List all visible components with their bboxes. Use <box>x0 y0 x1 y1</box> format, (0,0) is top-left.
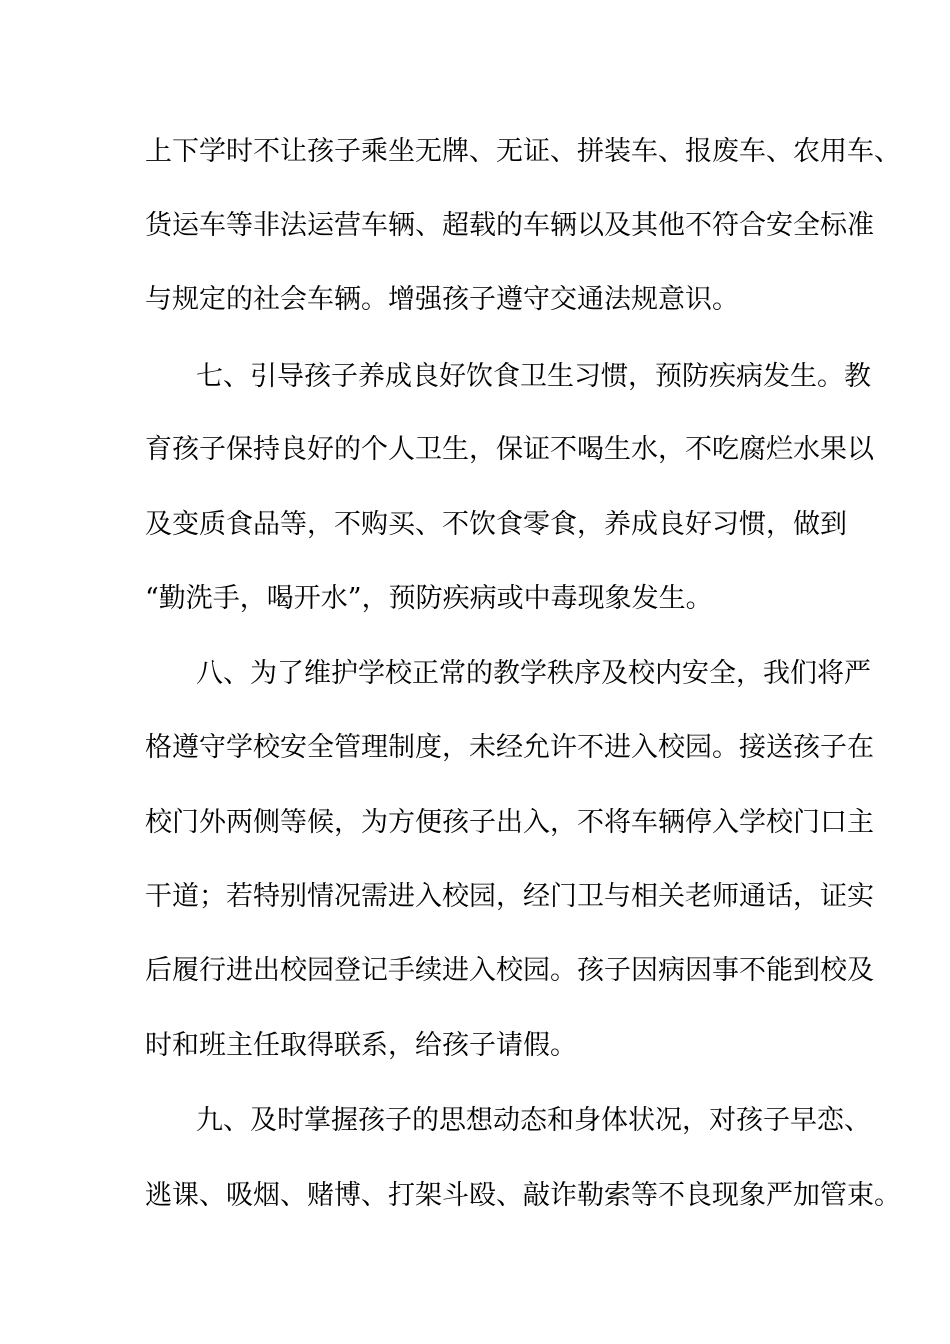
text-line: 货运车等非法运营车辆、超载的车辆以及其他不符合安全标准 <box>145 210 874 241</box>
paragraph-9-first-line: 九、及时掌握孩子的思想动态和身体状况，对孩子早恋、 <box>196 1105 871 1136</box>
text-line: 校门外两侧等候，为方便孩子出入，不将车辆停入学校门口主 <box>145 807 874 838</box>
text-line: 格遵守学校安全管理制度，未经允许不进入校园。接送孩子在 <box>145 732 874 763</box>
text-line: “勤洗手，喝开水”，预防疾病或中毒现象发生。 <box>145 583 713 614</box>
text-line: 时和班主任取得联系，给孩子请假。 <box>145 1030 577 1061</box>
text-line: 上下学时不让孩子乘坐无牌、无证、拼装车、报废车、农用车、 <box>145 136 901 167</box>
text-line: 与规定的社会车辆。增强孩子遵守交通法规意识。 <box>145 284 739 315</box>
text-line: 及变质食品等，不购买、不饮食零食，养成良好习惯，做到 <box>145 509 847 540</box>
text-line: 育孩子保持良好的个人卫生，保证不喝生水，不吃腐烂水果以 <box>145 434 874 465</box>
text-line: 后履行进出校园登记手续进入校园。孩子因病因事不能到校及 <box>145 955 874 986</box>
paragraph-7-first-line: 七、引导孩子养成良好饮食卫生习惯，预防疾病发生。教 <box>196 361 871 392</box>
text-line: 干道；若特别情况需进入校园，经门卫与相关老师通话，证实 <box>145 881 874 912</box>
text-line: 逃课、吸烟、赌博、打架斗殴、敲诈勒索等不良现象严加管束。 <box>145 1180 901 1211</box>
paragraph-8-first-line: 八、为了维护学校正常的教学秩序及校内安全，我们将严 <box>196 658 871 689</box>
